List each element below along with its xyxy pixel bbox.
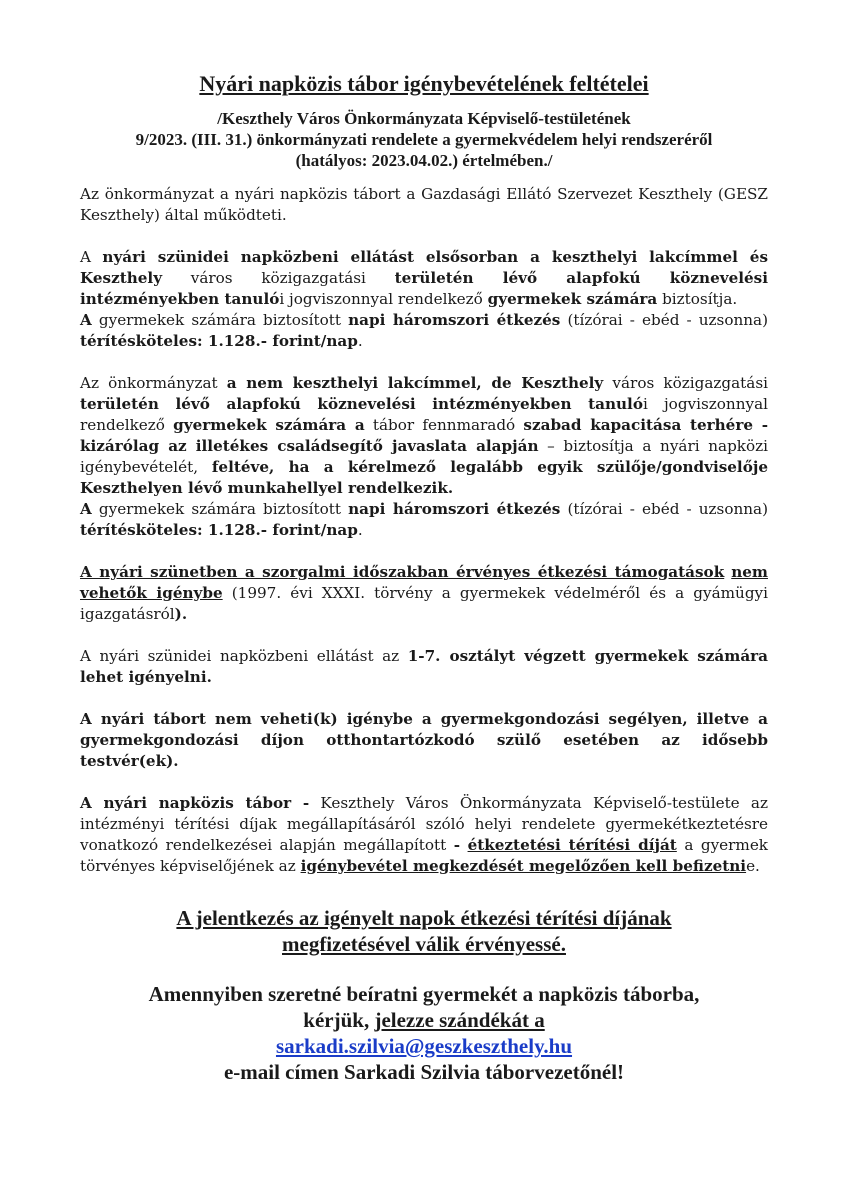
- contact-email-line: [80, 1033, 768, 1059]
- paragraph-eligibility-local: A nyári szünidei napközbeni ellátást elsősorban a keszthelyi lakcímmel és Keszthely város közigazgatási területén lévő alapfokú köznevelési intézményekben tanulói jogviszonnyal rendelkező gyermekek számára biztosítja.: [80, 248, 768, 308]
- paragraph-payment: A nyári napközis tábor - Keszthely Város Önkormányzata Képviselő-testülete az intézményi térítési díjak megállapításáról szóló helyi rendelete gyermekétkeztetésre vonatkozó rendelkezései alapján megállapított - étkeztetési térítési díját a gyermek törvényes képviselőjének az igénybevétel megkezdését megelőzően kell befizetnie.: [80, 794, 769, 875]
- document-page: [80, 70, 768, 1085]
- page-title: Nyári napközis tábor igénybevételének feltételei: [199, 71, 649, 96]
- registration-notice: A jelentkezés az igényelt napok étkezési térítési díjának megfizetésével válik érvényessé.: [176, 906, 672, 956]
- legal-reference-line: /Keszthely Város Önkormányzata Képviselő-testületének: [217, 109, 631, 128]
- contact-line: e-mail címen Sarkadi Szilvia táborvezetőnél!: [223, 1060, 625, 1084]
- legal-reference: [80, 108, 768, 171]
- contact-line: Amennyiben szeretné beíratni gyermekét a napközis táborba,: [148, 982, 700, 1006]
- contact-block: [80, 981, 768, 1085]
- paragraph-operator: Az önkormányzat a nyári napközis tábort a Gazdasági Ellátó Szervezet Keszthely (GESZ Keszthely) által működteti.: [80, 185, 768, 224]
- paragraph-eligibility-nonlocal: Az önkormányzat a nem keszthelyi lakcímmel, de Keszthely város közigazgatási területén lévő alapfokú köznevelési intézményekben tanulói jogviszonnyal rendelkező gyermekek számára a tábor fennmaradó szabad kapacitása terhére - kizárólag az illetékes családsegítő javaslata alapján – biztosítja a nyári napközi igénybevételét, feltéve, ha a kérelmező legalább egyik szülője/gondviselője Keszthelyen lévő munkahellyel rendelkezik.: [80, 374, 768, 497]
- contact-line: kérjük, jelezze szándékát a: [303, 1008, 545, 1032]
- paragraph-fee-repeat: A gyermekek számára biztosított napi háromszori étkezés (tízórai - ebéd - uzsonna) térítésköteles: 1.128.- forint/nap.: [80, 500, 769, 539]
- paragraph-support-exclusion: A nyári szünetben a szorgalmi időszakban érvényes étkezési támogatások nem vehetők igénybe (1997. évi XXXI. törvény a gyermekek védelméről és a gyámügyi igazgatásról).: [80, 563, 768, 623]
- email-link[interactable]: sarkadi.szilvia@geszkeszthely.hu: [275, 1034, 573, 1058]
- paragraph-sibling-exclusion: A nyári tábort nem veheti(k) igénybe a gyermekgondozási segélyen, illetve a gyermekgondozási díjon otthontartózkodó szülő esetében az idősebb testvér(ek).: [80, 710, 768, 770]
- legal-reference-line: (hatályos: 2023.04.02.) értelmében./: [295, 151, 553, 170]
- paragraph-fee: A gyermekek számára biztosított napi háromszori étkezés (tízórai - ebéd - uzsonna) térítésköteles: 1.128.- forint/nap.: [80, 311, 769, 350]
- paragraph-grade-range: A nyári szünidei napközbeni ellátást az 1-7. osztályt végzett gyermekek számára lehet igényelni.: [80, 647, 769, 686]
- legal-reference-line: 9/2023. (III. 31.) önkormányzati rendelete a gyermekvédelem helyi rendszeréről: [135, 130, 713, 149]
